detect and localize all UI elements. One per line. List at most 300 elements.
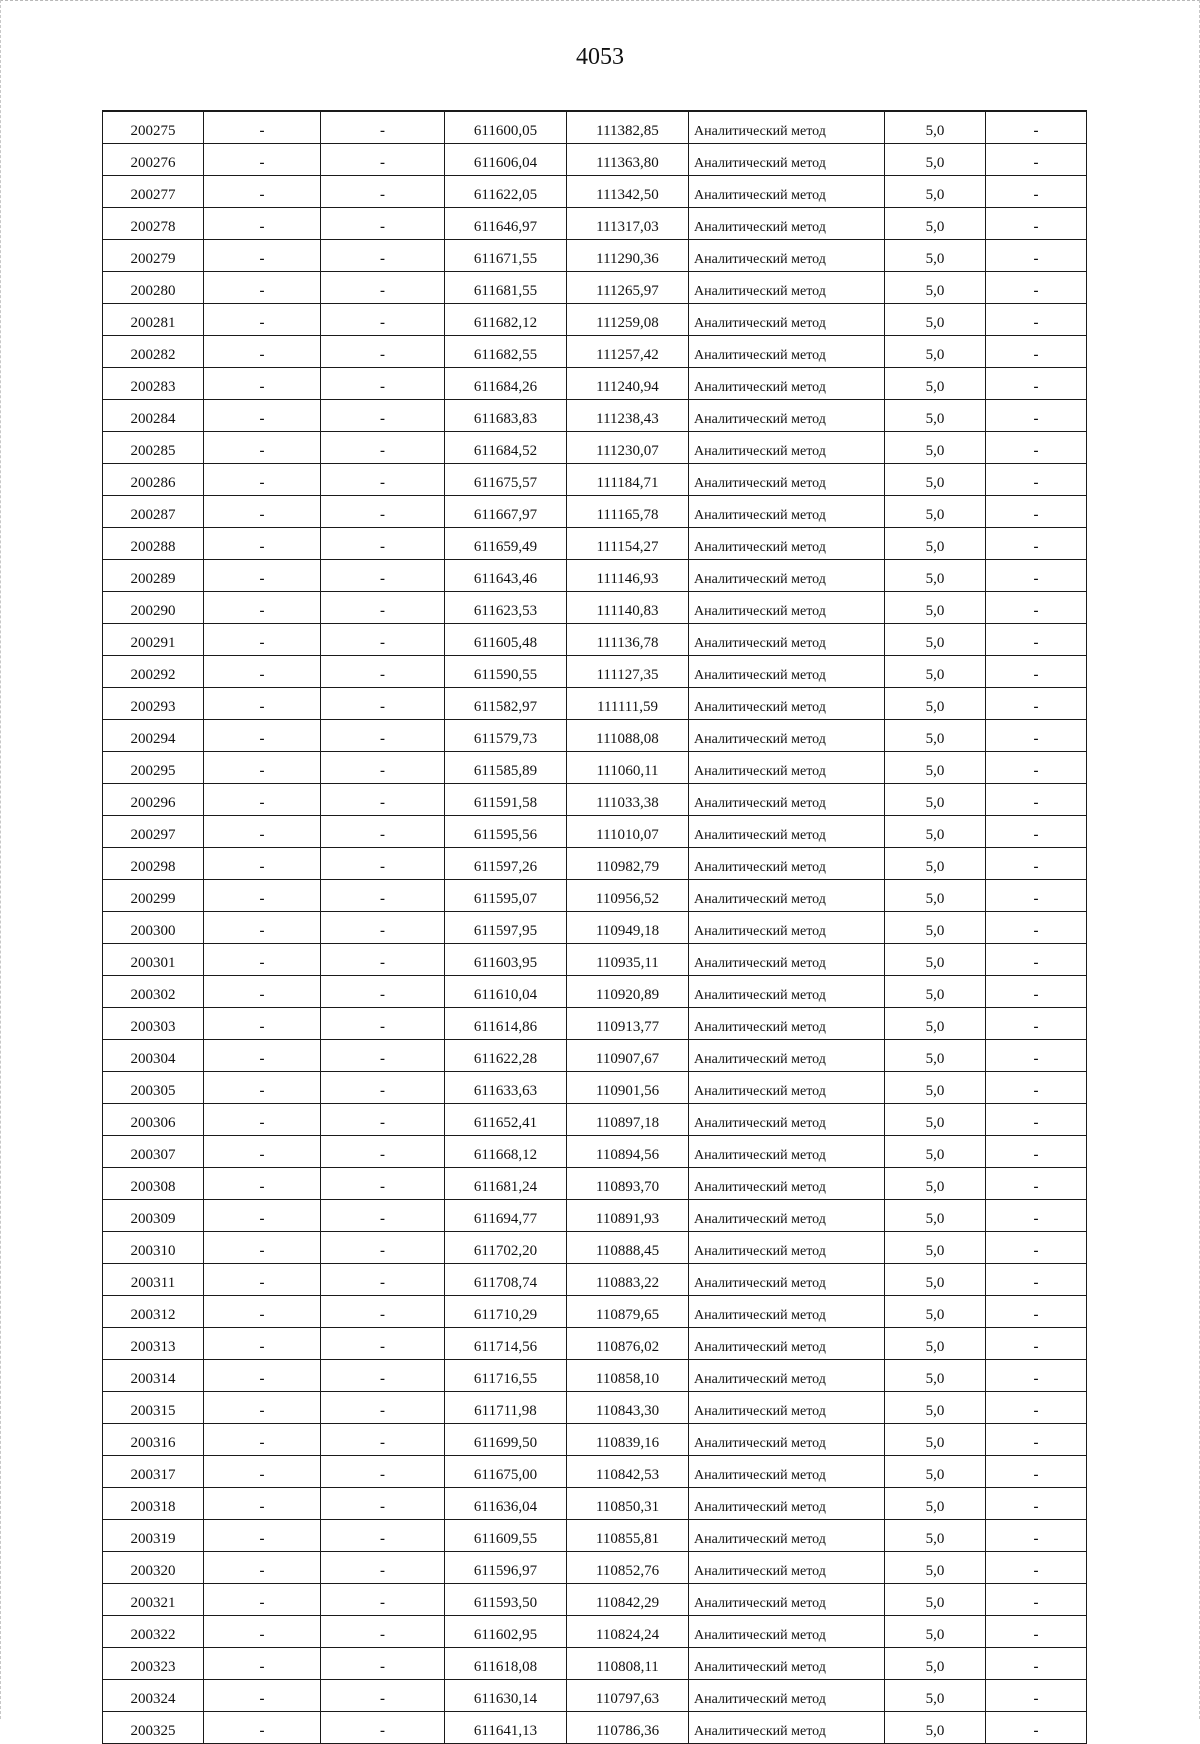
dash-cell: - bbox=[321, 912, 445, 944]
accuracy-cell: 5,0 bbox=[885, 432, 986, 464]
dash-cell: - bbox=[321, 944, 445, 976]
x-coordinate-cell: 611591,58 bbox=[445, 784, 567, 816]
x-coordinate-cell: 611652,41 bbox=[445, 1104, 567, 1136]
dash-cell: - bbox=[986, 1616, 1087, 1648]
table-row bbox=[103, 1264, 1087, 1296]
dash-cell: - bbox=[321, 336, 445, 368]
method-cell: Аналитический метод bbox=[689, 816, 885, 848]
dash-cell: - bbox=[204, 1680, 321, 1712]
dash-cell: - bbox=[986, 1040, 1087, 1072]
accuracy-cell: 5,0 bbox=[885, 624, 986, 656]
dash-cell: - bbox=[204, 560, 321, 592]
x-coordinate-cell: 611622,05 bbox=[445, 176, 567, 208]
table-row bbox=[103, 1232, 1087, 1264]
dash-cell: - bbox=[321, 272, 445, 304]
dash-cell: - bbox=[321, 1616, 445, 1648]
dash-cell: - bbox=[321, 1040, 445, 1072]
dash-cell: - bbox=[204, 304, 321, 336]
dash-cell: - bbox=[204, 1520, 321, 1552]
accuracy-cell: 5,0 bbox=[885, 272, 986, 304]
y-coordinate-cell: 110786,36 bbox=[567, 1712, 689, 1744]
x-coordinate-cell: 611694,77 bbox=[445, 1200, 567, 1232]
x-coordinate-cell: 611683,83 bbox=[445, 400, 567, 432]
dash-cell: - bbox=[204, 272, 321, 304]
method-cell: Аналитический метод bbox=[689, 1296, 885, 1328]
dash-cell: - bbox=[986, 1360, 1087, 1392]
method-cell: Аналитический метод bbox=[689, 1712, 885, 1744]
point-number-cell: 200320 bbox=[103, 1552, 204, 1584]
dash-cell: - bbox=[321, 1520, 445, 1552]
point-number-cell: 200302 bbox=[103, 976, 204, 1008]
dash-cell: - bbox=[321, 848, 445, 880]
point-number-cell: 200299 bbox=[103, 880, 204, 912]
table-row bbox=[103, 1424, 1087, 1456]
table-row bbox=[103, 1584, 1087, 1616]
point-number-cell: 200296 bbox=[103, 784, 204, 816]
dash-cell: - bbox=[986, 111, 1087, 144]
y-coordinate-cell: 111184,71 bbox=[567, 464, 689, 496]
method-cell: Аналитический метод bbox=[689, 208, 885, 240]
point-number-cell: 200298 bbox=[103, 848, 204, 880]
x-coordinate-cell: 611641,13 bbox=[445, 1712, 567, 1744]
dash-cell: - bbox=[986, 1648, 1087, 1680]
method-cell: Аналитический метод bbox=[689, 1520, 885, 1552]
accuracy-cell: 5,0 bbox=[885, 912, 986, 944]
dash-cell: - bbox=[204, 656, 321, 688]
y-coordinate-cell: 110883,22 bbox=[567, 1264, 689, 1296]
x-coordinate-cell: 611716,55 bbox=[445, 1360, 567, 1392]
dash-cell: - bbox=[321, 1296, 445, 1328]
method-cell: Аналитический метод bbox=[689, 111, 885, 144]
method-cell: Аналитический метод bbox=[689, 528, 885, 560]
method-cell: Аналитический метод bbox=[689, 1040, 885, 1072]
point-number-cell: 200316 bbox=[103, 1424, 204, 1456]
dash-cell: - bbox=[986, 1072, 1087, 1104]
y-coordinate-cell: 110824,24 bbox=[567, 1616, 689, 1648]
dash-cell: - bbox=[986, 1712, 1087, 1744]
dash-cell: - bbox=[321, 1392, 445, 1424]
dash-cell: - bbox=[321, 1008, 445, 1040]
table-row bbox=[103, 1456, 1087, 1488]
dash-cell: - bbox=[204, 1040, 321, 1072]
dash-cell: - bbox=[204, 1584, 321, 1616]
dash-cell: - bbox=[321, 1488, 445, 1520]
dash-cell: - bbox=[986, 528, 1087, 560]
dash-cell: - bbox=[204, 111, 321, 144]
y-coordinate-cell: 110956,52 bbox=[567, 880, 689, 912]
y-coordinate-cell: 110913,77 bbox=[567, 1008, 689, 1040]
y-coordinate-cell: 110842,53 bbox=[567, 1456, 689, 1488]
x-coordinate-cell: 611714,56 bbox=[445, 1328, 567, 1360]
dash-cell: - bbox=[986, 1552, 1087, 1584]
point-number-cell: 200321 bbox=[103, 1584, 204, 1616]
accuracy-cell: 5,0 bbox=[885, 560, 986, 592]
x-coordinate-cell: 611595,07 bbox=[445, 880, 567, 912]
table-row bbox=[103, 1680, 1087, 1712]
dash-cell: - bbox=[321, 1104, 445, 1136]
method-cell: Аналитический метод bbox=[689, 1264, 885, 1296]
dash-cell: - bbox=[204, 912, 321, 944]
accuracy-cell: 5,0 bbox=[885, 208, 986, 240]
dash-cell: - bbox=[986, 1168, 1087, 1200]
accuracy-cell: 5,0 bbox=[885, 464, 986, 496]
table-row bbox=[103, 1712, 1087, 1744]
method-cell: Аналитический метод bbox=[689, 400, 885, 432]
accuracy-cell: 5,0 bbox=[885, 848, 986, 880]
method-cell: Аналитический метод bbox=[689, 240, 885, 272]
table-row bbox=[103, 624, 1087, 656]
y-coordinate-cell: 110839,16 bbox=[567, 1424, 689, 1456]
accuracy-cell: 5,0 bbox=[885, 1168, 986, 1200]
x-coordinate-cell: 611605,48 bbox=[445, 624, 567, 656]
dash-cell: - bbox=[986, 400, 1087, 432]
table-row bbox=[103, 1616, 1087, 1648]
y-coordinate-cell: 111165,78 bbox=[567, 496, 689, 528]
y-coordinate-cell: 111257,42 bbox=[567, 336, 689, 368]
dash-cell: - bbox=[204, 1008, 321, 1040]
point-number-cell: 200307 bbox=[103, 1136, 204, 1168]
dash-cell: - bbox=[986, 976, 1087, 1008]
method-cell: Аналитический метод bbox=[689, 1360, 885, 1392]
y-coordinate-cell: 111238,43 bbox=[567, 400, 689, 432]
method-cell: Аналитический метод bbox=[689, 1552, 885, 1584]
y-coordinate-cell: 111342,50 bbox=[567, 176, 689, 208]
y-coordinate-cell: 111140,83 bbox=[567, 592, 689, 624]
accuracy-cell: 5,0 bbox=[885, 1552, 986, 1584]
method-cell: Аналитический метод bbox=[689, 944, 885, 976]
table-row bbox=[103, 688, 1087, 720]
method-cell: Аналитический метод bbox=[689, 1008, 885, 1040]
y-coordinate-cell: 110982,79 bbox=[567, 848, 689, 880]
point-number-cell: 200288 bbox=[103, 528, 204, 560]
accuracy-cell: 5,0 bbox=[885, 944, 986, 976]
accuracy-cell: 5,0 bbox=[885, 752, 986, 784]
x-coordinate-cell: 611610,04 bbox=[445, 976, 567, 1008]
dash-cell: - bbox=[986, 688, 1087, 720]
dash-cell: - bbox=[986, 1296, 1087, 1328]
dash-cell: - bbox=[986, 144, 1087, 176]
y-coordinate-cell: 110879,65 bbox=[567, 1296, 689, 1328]
dash-cell: - bbox=[321, 1136, 445, 1168]
table-row bbox=[103, 784, 1087, 816]
dash-cell: - bbox=[204, 1712, 321, 1744]
dash-cell: - bbox=[986, 1680, 1087, 1712]
x-coordinate-cell: 611593,50 bbox=[445, 1584, 567, 1616]
x-coordinate-cell: 611614,86 bbox=[445, 1008, 567, 1040]
dash-cell: - bbox=[986, 1008, 1087, 1040]
dash-cell: - bbox=[204, 720, 321, 752]
x-coordinate-cell: 611681,55 bbox=[445, 272, 567, 304]
method-cell: Аналитический метод bbox=[689, 304, 885, 336]
accuracy-cell: 5,0 bbox=[885, 176, 986, 208]
x-coordinate-cell: 611582,97 bbox=[445, 688, 567, 720]
dash-cell: - bbox=[986, 1488, 1087, 1520]
point-number-cell: 200297 bbox=[103, 816, 204, 848]
x-coordinate-cell: 611668,12 bbox=[445, 1136, 567, 1168]
dash-cell: - bbox=[321, 1264, 445, 1296]
accuracy-cell: 5,0 bbox=[885, 880, 986, 912]
method-cell: Аналитический метод bbox=[689, 1072, 885, 1104]
dash-cell: - bbox=[204, 1296, 321, 1328]
dash-cell: - bbox=[986, 1328, 1087, 1360]
y-coordinate-cell: 110850,31 bbox=[567, 1488, 689, 1520]
y-coordinate-cell: 110858,10 bbox=[567, 1360, 689, 1392]
x-coordinate-cell: 611606,04 bbox=[445, 144, 567, 176]
table-row bbox=[103, 1392, 1087, 1424]
dash-cell: - bbox=[321, 176, 445, 208]
dash-cell: - bbox=[321, 592, 445, 624]
dash-cell: - bbox=[986, 944, 1087, 976]
dash-cell: - bbox=[204, 784, 321, 816]
method-cell: Аналитический метод bbox=[689, 624, 885, 656]
table-row bbox=[103, 304, 1087, 336]
y-coordinate-cell: 111290,36 bbox=[567, 240, 689, 272]
table-row bbox=[103, 400, 1087, 432]
table-row bbox=[103, 464, 1087, 496]
dash-cell: - bbox=[986, 1200, 1087, 1232]
table-row bbox=[103, 848, 1087, 880]
table-row bbox=[103, 496, 1087, 528]
table-row bbox=[103, 176, 1087, 208]
dash-cell: - bbox=[204, 752, 321, 784]
table-row bbox=[103, 336, 1087, 368]
dash-cell: - bbox=[321, 400, 445, 432]
accuracy-cell: 5,0 bbox=[885, 688, 986, 720]
point-number-cell: 200291 bbox=[103, 624, 204, 656]
dash-cell: - bbox=[986, 880, 1087, 912]
accuracy-cell: 5,0 bbox=[885, 400, 986, 432]
dash-cell: - bbox=[321, 784, 445, 816]
x-coordinate-cell: 611609,55 bbox=[445, 1520, 567, 1552]
dash-cell: - bbox=[986, 272, 1087, 304]
dash-cell: - bbox=[986, 1136, 1087, 1168]
dash-cell: - bbox=[321, 1712, 445, 1744]
y-coordinate-cell: 110888,45 bbox=[567, 1232, 689, 1264]
table-row bbox=[103, 880, 1087, 912]
table-row bbox=[103, 976, 1087, 1008]
accuracy-cell: 5,0 bbox=[885, 1328, 986, 1360]
method-cell: Аналитический метод bbox=[689, 176, 885, 208]
x-coordinate-cell: 611675,00 bbox=[445, 1456, 567, 1488]
x-coordinate-cell: 611646,97 bbox=[445, 208, 567, 240]
accuracy-cell: 5,0 bbox=[885, 1584, 986, 1616]
y-coordinate-cell: 111146,93 bbox=[567, 560, 689, 592]
dash-cell: - bbox=[204, 1200, 321, 1232]
x-coordinate-cell: 611622,28 bbox=[445, 1040, 567, 1072]
dash-cell: - bbox=[986, 816, 1087, 848]
dash-cell: - bbox=[204, 176, 321, 208]
method-cell: Аналитический метод bbox=[689, 560, 885, 592]
x-coordinate-cell: 611585,89 bbox=[445, 752, 567, 784]
dash-cell: - bbox=[321, 1456, 445, 1488]
accuracy-cell: 5,0 bbox=[885, 1104, 986, 1136]
point-number-cell: 200278 bbox=[103, 208, 204, 240]
accuracy-cell: 5,0 bbox=[885, 1392, 986, 1424]
point-number-cell: 200300 bbox=[103, 912, 204, 944]
x-coordinate-cell: 611643,46 bbox=[445, 560, 567, 592]
x-coordinate-cell: 611710,29 bbox=[445, 1296, 567, 1328]
dash-cell: - bbox=[321, 1168, 445, 1200]
dash-cell: - bbox=[204, 1392, 321, 1424]
y-coordinate-cell: 111033,38 bbox=[567, 784, 689, 816]
accuracy-cell: 5,0 bbox=[885, 111, 986, 144]
dash-cell: - bbox=[204, 1264, 321, 1296]
y-coordinate-cell: 110935,11 bbox=[567, 944, 689, 976]
x-coordinate-cell: 611579,73 bbox=[445, 720, 567, 752]
x-coordinate-cell: 611603,95 bbox=[445, 944, 567, 976]
method-cell: Аналитический метод bbox=[689, 1232, 885, 1264]
dash-cell: - bbox=[204, 208, 321, 240]
dash-cell: - bbox=[321, 1072, 445, 1104]
dash-cell: - bbox=[321, 368, 445, 400]
dash-cell: - bbox=[204, 1136, 321, 1168]
method-cell: Аналитический метод bbox=[689, 656, 885, 688]
y-coordinate-cell: 111317,03 bbox=[567, 208, 689, 240]
method-cell: Аналитический метод bbox=[689, 336, 885, 368]
accuracy-cell: 5,0 bbox=[885, 1648, 986, 1680]
dash-cell: - bbox=[204, 848, 321, 880]
x-coordinate-cell: 611667,97 bbox=[445, 496, 567, 528]
accuracy-cell: 5,0 bbox=[885, 656, 986, 688]
dash-cell: - bbox=[204, 528, 321, 560]
dash-cell: - bbox=[321, 144, 445, 176]
point-number-cell: 200306 bbox=[103, 1104, 204, 1136]
dash-cell: - bbox=[986, 336, 1087, 368]
point-number-cell: 200284 bbox=[103, 400, 204, 432]
dash-cell: - bbox=[204, 1456, 321, 1488]
page-number: 4053 bbox=[576, 44, 624, 70]
table-row bbox=[103, 1360, 1087, 1392]
dash-cell: - bbox=[204, 1648, 321, 1680]
x-coordinate-cell: 611597,26 bbox=[445, 848, 567, 880]
accuracy-cell: 5,0 bbox=[885, 1488, 986, 1520]
dash-cell: - bbox=[986, 240, 1087, 272]
x-coordinate-cell: 611636,04 bbox=[445, 1488, 567, 1520]
accuracy-cell: 5,0 bbox=[885, 1072, 986, 1104]
x-coordinate-cell: 611596,97 bbox=[445, 1552, 567, 1584]
dash-cell: - bbox=[986, 1456, 1087, 1488]
point-number-cell: 200279 bbox=[103, 240, 204, 272]
dash-cell: - bbox=[321, 464, 445, 496]
method-cell: Аналитический метод bbox=[689, 1616, 885, 1648]
table-row bbox=[103, 1136, 1087, 1168]
dash-cell: - bbox=[204, 1232, 321, 1264]
dash-cell: - bbox=[321, 816, 445, 848]
dash-cell: - bbox=[204, 592, 321, 624]
dash-cell: - bbox=[321, 1200, 445, 1232]
table-row bbox=[103, 944, 1087, 976]
table-row bbox=[103, 272, 1087, 304]
x-coordinate-cell: 611630,14 bbox=[445, 1680, 567, 1712]
table-row bbox=[103, 1072, 1087, 1104]
x-coordinate-cell: 611682,12 bbox=[445, 304, 567, 336]
point-number-cell: 200309 bbox=[103, 1200, 204, 1232]
table-row bbox=[103, 1328, 1087, 1360]
dash-cell: - bbox=[986, 432, 1087, 464]
point-number-cell: 200325 bbox=[103, 1712, 204, 1744]
method-cell: Аналитический метод bbox=[689, 432, 885, 464]
dash-cell: - bbox=[986, 368, 1087, 400]
table-row bbox=[103, 1104, 1087, 1136]
y-coordinate-cell: 110843,30 bbox=[567, 1392, 689, 1424]
method-cell: Аналитический метод bbox=[689, 848, 885, 880]
table-body bbox=[103, 111, 1087, 1744]
dash-cell: - bbox=[321, 880, 445, 912]
x-coordinate-cell: 611602,95 bbox=[445, 1616, 567, 1648]
y-coordinate-cell: 110876,02 bbox=[567, 1328, 689, 1360]
point-number-cell: 200301 bbox=[103, 944, 204, 976]
accuracy-cell: 5,0 bbox=[885, 368, 986, 400]
x-coordinate-cell: 611623,53 bbox=[445, 592, 567, 624]
x-coordinate-cell: 611699,50 bbox=[445, 1424, 567, 1456]
dash-cell: - bbox=[986, 464, 1087, 496]
accuracy-cell: 5,0 bbox=[885, 1616, 986, 1648]
point-number-cell: 200294 bbox=[103, 720, 204, 752]
method-cell: Аналитический метод bbox=[689, 688, 885, 720]
point-number-cell: 200324 bbox=[103, 1680, 204, 1712]
dash-cell: - bbox=[321, 720, 445, 752]
method-cell: Аналитический метод bbox=[689, 912, 885, 944]
dash-cell: - bbox=[204, 432, 321, 464]
x-coordinate-cell: 611597,95 bbox=[445, 912, 567, 944]
y-coordinate-cell: 111265,97 bbox=[567, 272, 689, 304]
table-row bbox=[103, 1488, 1087, 1520]
x-coordinate-cell: 611659,49 bbox=[445, 528, 567, 560]
method-cell: Аналитический метод bbox=[689, 1680, 885, 1712]
dash-cell: - bbox=[321, 1360, 445, 1392]
y-coordinate-cell: 110897,18 bbox=[567, 1104, 689, 1136]
x-coordinate-cell: 611682,55 bbox=[445, 336, 567, 368]
table-row bbox=[103, 816, 1087, 848]
method-cell: Аналитический метод bbox=[689, 752, 885, 784]
dash-cell: - bbox=[204, 336, 321, 368]
dash-cell: - bbox=[321, 240, 445, 272]
method-cell: Аналитический метод bbox=[689, 464, 885, 496]
table-row bbox=[103, 111, 1087, 144]
point-number-cell: 200293 bbox=[103, 688, 204, 720]
dash-cell: - bbox=[204, 464, 321, 496]
dash-cell: - bbox=[986, 720, 1087, 752]
y-coordinate-cell: 110907,67 bbox=[567, 1040, 689, 1072]
dash-cell: - bbox=[204, 144, 321, 176]
accuracy-cell: 5,0 bbox=[885, 144, 986, 176]
method-cell: Аналитический метод bbox=[689, 1328, 885, 1360]
method-cell: Аналитический метод bbox=[689, 1648, 885, 1680]
x-coordinate-cell: 611671,55 bbox=[445, 240, 567, 272]
point-number-cell: 200311 bbox=[103, 1264, 204, 1296]
table-row bbox=[103, 1040, 1087, 1072]
dash-cell: - bbox=[321, 560, 445, 592]
x-coordinate-cell: 611702,20 bbox=[445, 1232, 567, 1264]
method-cell: Аналитический метод bbox=[689, 1584, 885, 1616]
y-coordinate-cell: 111230,07 bbox=[567, 432, 689, 464]
accuracy-cell: 5,0 bbox=[885, 1424, 986, 1456]
dash-cell: - bbox=[321, 496, 445, 528]
y-coordinate-cell: 110852,76 bbox=[567, 1552, 689, 1584]
point-number-cell: 200310 bbox=[103, 1232, 204, 1264]
point-number-cell: 200280 bbox=[103, 272, 204, 304]
dash-cell: - bbox=[986, 848, 1087, 880]
x-coordinate-cell: 611684,52 bbox=[445, 432, 567, 464]
point-number-cell: 200290 bbox=[103, 592, 204, 624]
y-coordinate-cell: 110901,56 bbox=[567, 1072, 689, 1104]
accuracy-cell: 5,0 bbox=[885, 592, 986, 624]
point-number-cell: 200313 bbox=[103, 1328, 204, 1360]
x-coordinate-cell: 611675,57 bbox=[445, 464, 567, 496]
dash-cell: - bbox=[204, 1616, 321, 1648]
y-coordinate-cell: 111154,27 bbox=[567, 528, 689, 560]
x-coordinate-cell: 611590,55 bbox=[445, 656, 567, 688]
